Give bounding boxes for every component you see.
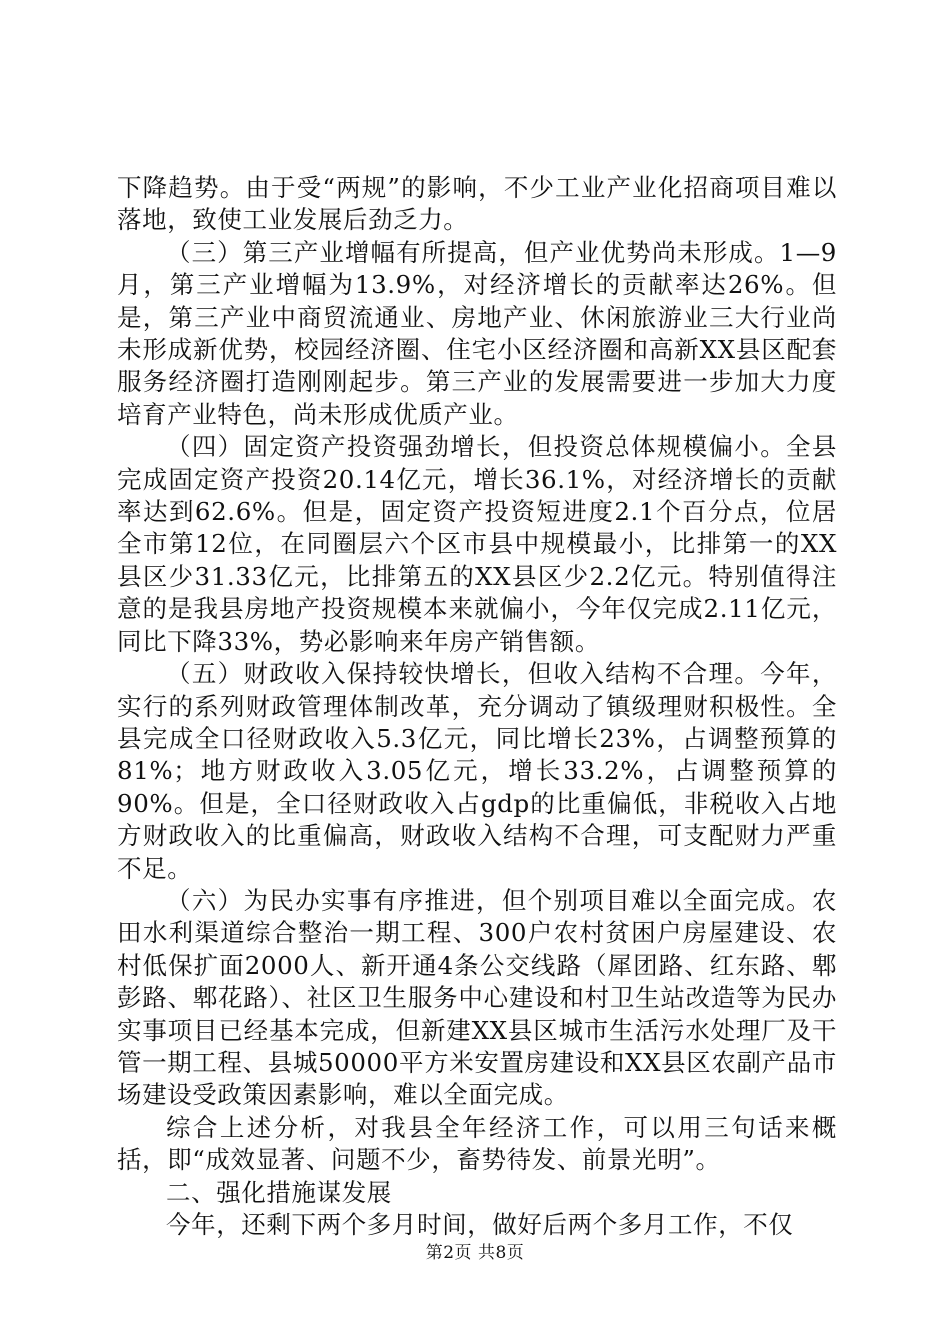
page-number-footer: 第2页 共8页 — [425, 1243, 525, 1263]
paragraph-tertiary-industry: （三）第三产业增幅有所提高，但产业优势尚未形成。1—9月，第三产业增幅为13.9%，对经济增长的贡献率达26%。但是，第三产业中商贸流通业、房地产业、休闲旅游业三大行业尚未形成新优势，校园经济圈、住宅小区经济圈和高新XX县区配套服务经济圈打造刚刚起步。第三产业的发展需要进一步加大力度培育产业特色，尚未形成优质产业。 — [117, 237, 837, 429]
paragraph-fiscal-revenue: （五）财政收入保持较快增长，但收入结构不合理。今年，实行的系列财政管理体制改革，充分调动了镇级理财积极性。全县完成全口径财政收入5.3亿元，同比增长23%，占调整预算的81%；地方财政收入3.05亿元，增长33.2%，占调整预算的90%。但是，全口径财政收入占gdp的比重偏低，非税收入占地方财政收入的比重偏高，财政收入结构不合理，可支配财力严重不足。 — [117, 659, 837, 883]
paragraph-next-steps: 今年，还剩下两个多月时间，做好后两个多月工作，不仅 — [166, 1210, 794, 1239]
section-heading: 二、强化措施谋发展 — [166, 1177, 392, 1207]
paragraph-fixed-asset-investment: （四）固定资产投资强劲增长，但投资总体规模偏小。全县完成固定资产投资20.14亿元，增长36.1%，对经济增长的贡献率达到62.6%。但是，固定资产投资短进度2.1个百分点，位居全市第12位，在同圈层六个区市县中规模最小，比排第一的XX县区少31.33亿元，比排第五的XX县区少2.2亿元。特别值得注意的是我县房地产投资规模本来就偏小，今年仅完成2.11亿元，同比下降33%，势必影响来年房产销售额。 — [117, 432, 837, 656]
paragraph-summary: 综合上述分析，对我县全年经济工作，可以用三句话来概括，即“成效显著、问题不少，畜势待发、前景光明”。 — [117, 1112, 837, 1175]
paragraph-continuation: 下降趋势。由于受“两规”的影响，不少工业产业化招商项目难以落地，致使工业发展后劲乏力。 — [117, 173, 837, 235]
document-body — [117, 172, 837, 1241]
paragraph-public-projects: （六）为民办实事有序推进，但个别项目难以全面完成。农田水利渠道综合整治一期工程、300户农村贫困户房屋建设、农村低保扩面2000人、新开通4条公交线路（犀团路、红东路、郫彭路、郫花路）、社区卫生服务中心建设和村卫生站改造等为民办实事项目已经基本完成，但新建XX县区城市生活污水处理厂及干管一期工程、县城50000平方米安置房建设和XX县区农副产品市场建设受政策因素影响，难以全面完成。 — [117, 885, 837, 1110]
